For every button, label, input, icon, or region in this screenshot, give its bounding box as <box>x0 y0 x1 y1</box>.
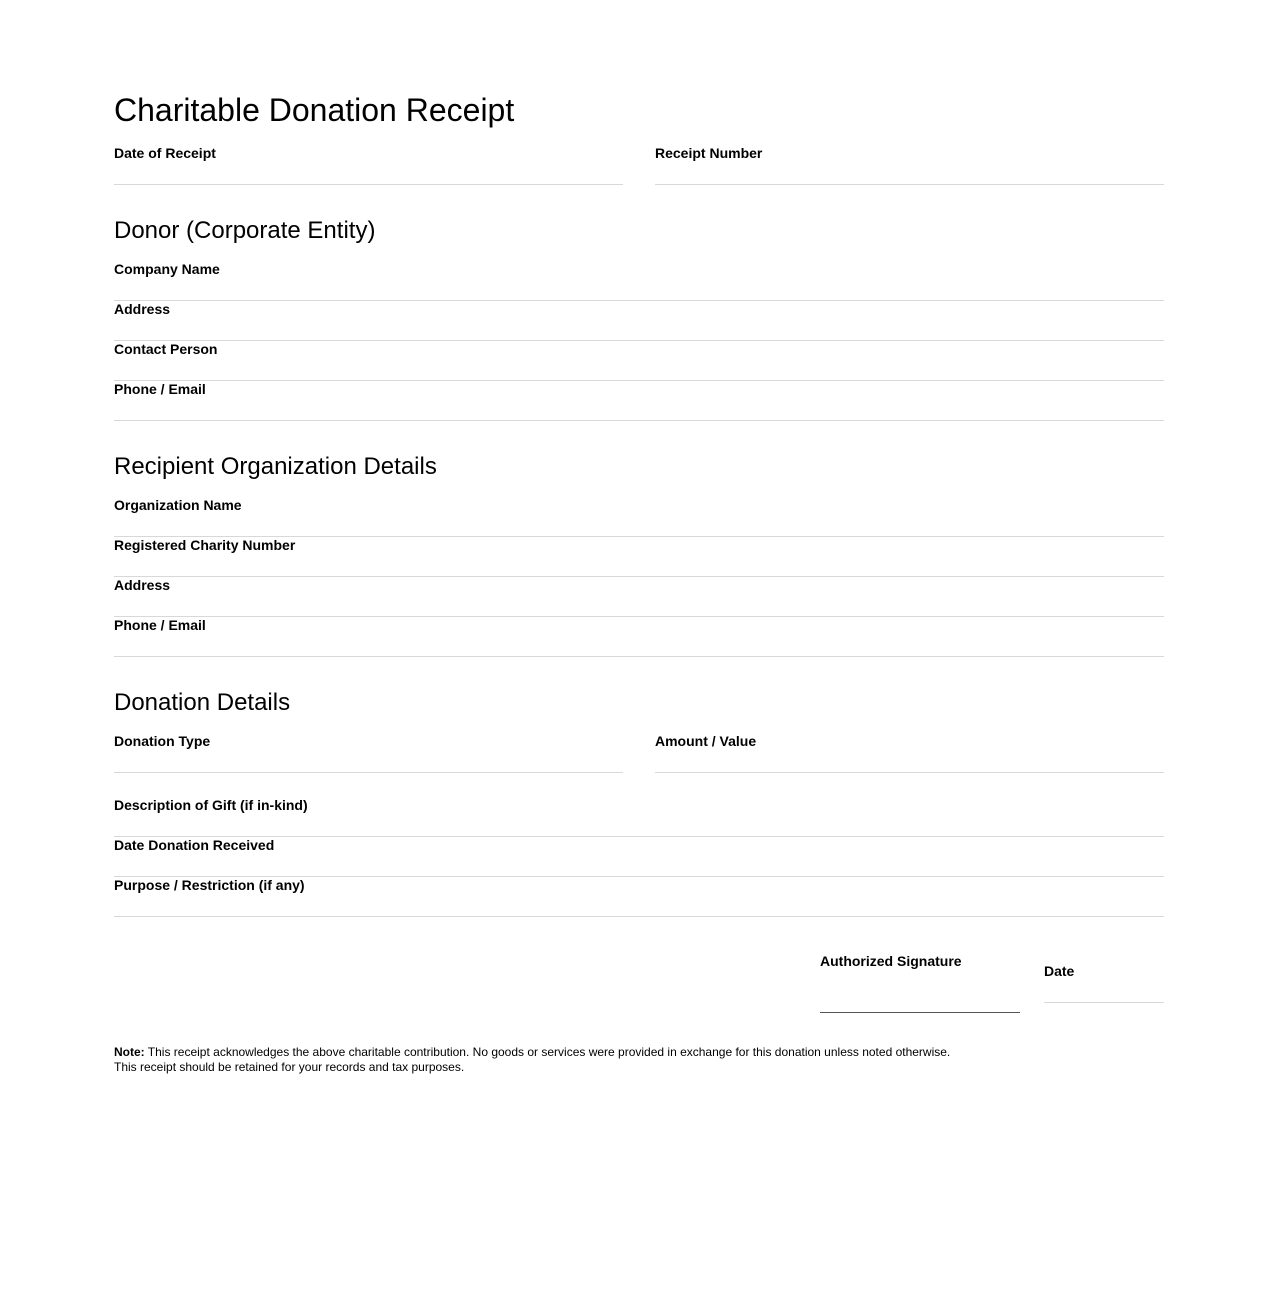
authorized-signature-label: Authorized Signature <box>820 953 962 969</box>
donor-phone-email-label: Phone / Email <box>114 381 206 397</box>
recipient-organization-name-label: Organization Name <box>114 497 242 513</box>
note-label: Note: <box>114 1045 145 1059</box>
donor-company-name-field[interactable] <box>114 300 1164 301</box>
receipt-note <box>114 1045 1164 1075</box>
donation-section-heading: Donation Details <box>114 689 291 716</box>
recipient-phone-email-label: Phone / Email <box>114 617 206 633</box>
recipient-charity-number-label: Registered Charity Number <box>114 537 296 553</box>
donor-contact-person-field[interactable] <box>114 380 1164 381</box>
recipient-section-heading: Recipient Organization Details <box>114 453 437 480</box>
receipt-number-field[interactable] <box>655 184 1164 185</box>
amount-value-field[interactable] <box>655 772 1164 773</box>
donor-section-heading: Donor (Corporate Entity) <box>114 217 376 244</box>
purpose-restriction-label: Purpose / Restriction (if any) <box>114 877 305 893</box>
authorized-signature-field[interactable] <box>820 1012 1020 1013</box>
date-of-receipt-label: Date of Receipt <box>114 145 216 161</box>
donation-type-label: Donation Type <box>114 733 211 749</box>
donor-phone-email-field[interactable] <box>114 420 1164 421</box>
receipt-number-label: Receipt Number <box>655 145 763 161</box>
recipient-phone-email-field[interactable] <box>114 656 1164 657</box>
donor-company-name-label: Company Name <box>114 261 220 277</box>
recipient-address-label: Address <box>114 577 171 593</box>
recipient-address-field[interactable] <box>114 616 1164 617</box>
purpose-restriction-field[interactable] <box>114 916 1164 917</box>
donation-type-field[interactable] <box>114 772 623 773</box>
donor-contact-person-label: Contact Person <box>114 341 218 357</box>
note-text-1: This receipt acknowledges the above charitable contribution. No goods or services were provided in exchange for this donation unless noted otherwise. <box>147 1045 951 1059</box>
date-donation-received-label: Date Donation Received <box>114 837 275 853</box>
date-of-receipt-field[interactable] <box>114 184 623 185</box>
note-text-2: This receipt should be retained for your records and tax purposes. <box>114 1060 465 1074</box>
page-title: Charitable Donation Receipt <box>114 92 515 128</box>
gift-description-label: Description of Gift (if in-kind) <box>114 797 308 813</box>
recipient-charity-number-field[interactable] <box>114 576 1164 577</box>
donor-address-label: Address <box>114 301 171 317</box>
note-line-1 <box>114 1045 1164 1060</box>
signature-date-field[interactable] <box>1044 1002 1164 1003</box>
amount-value-label: Amount / Value <box>655 733 757 749</box>
donor-address-field[interactable] <box>114 340 1164 341</box>
signature-date-label: Date <box>1044 963 1075 979</box>
